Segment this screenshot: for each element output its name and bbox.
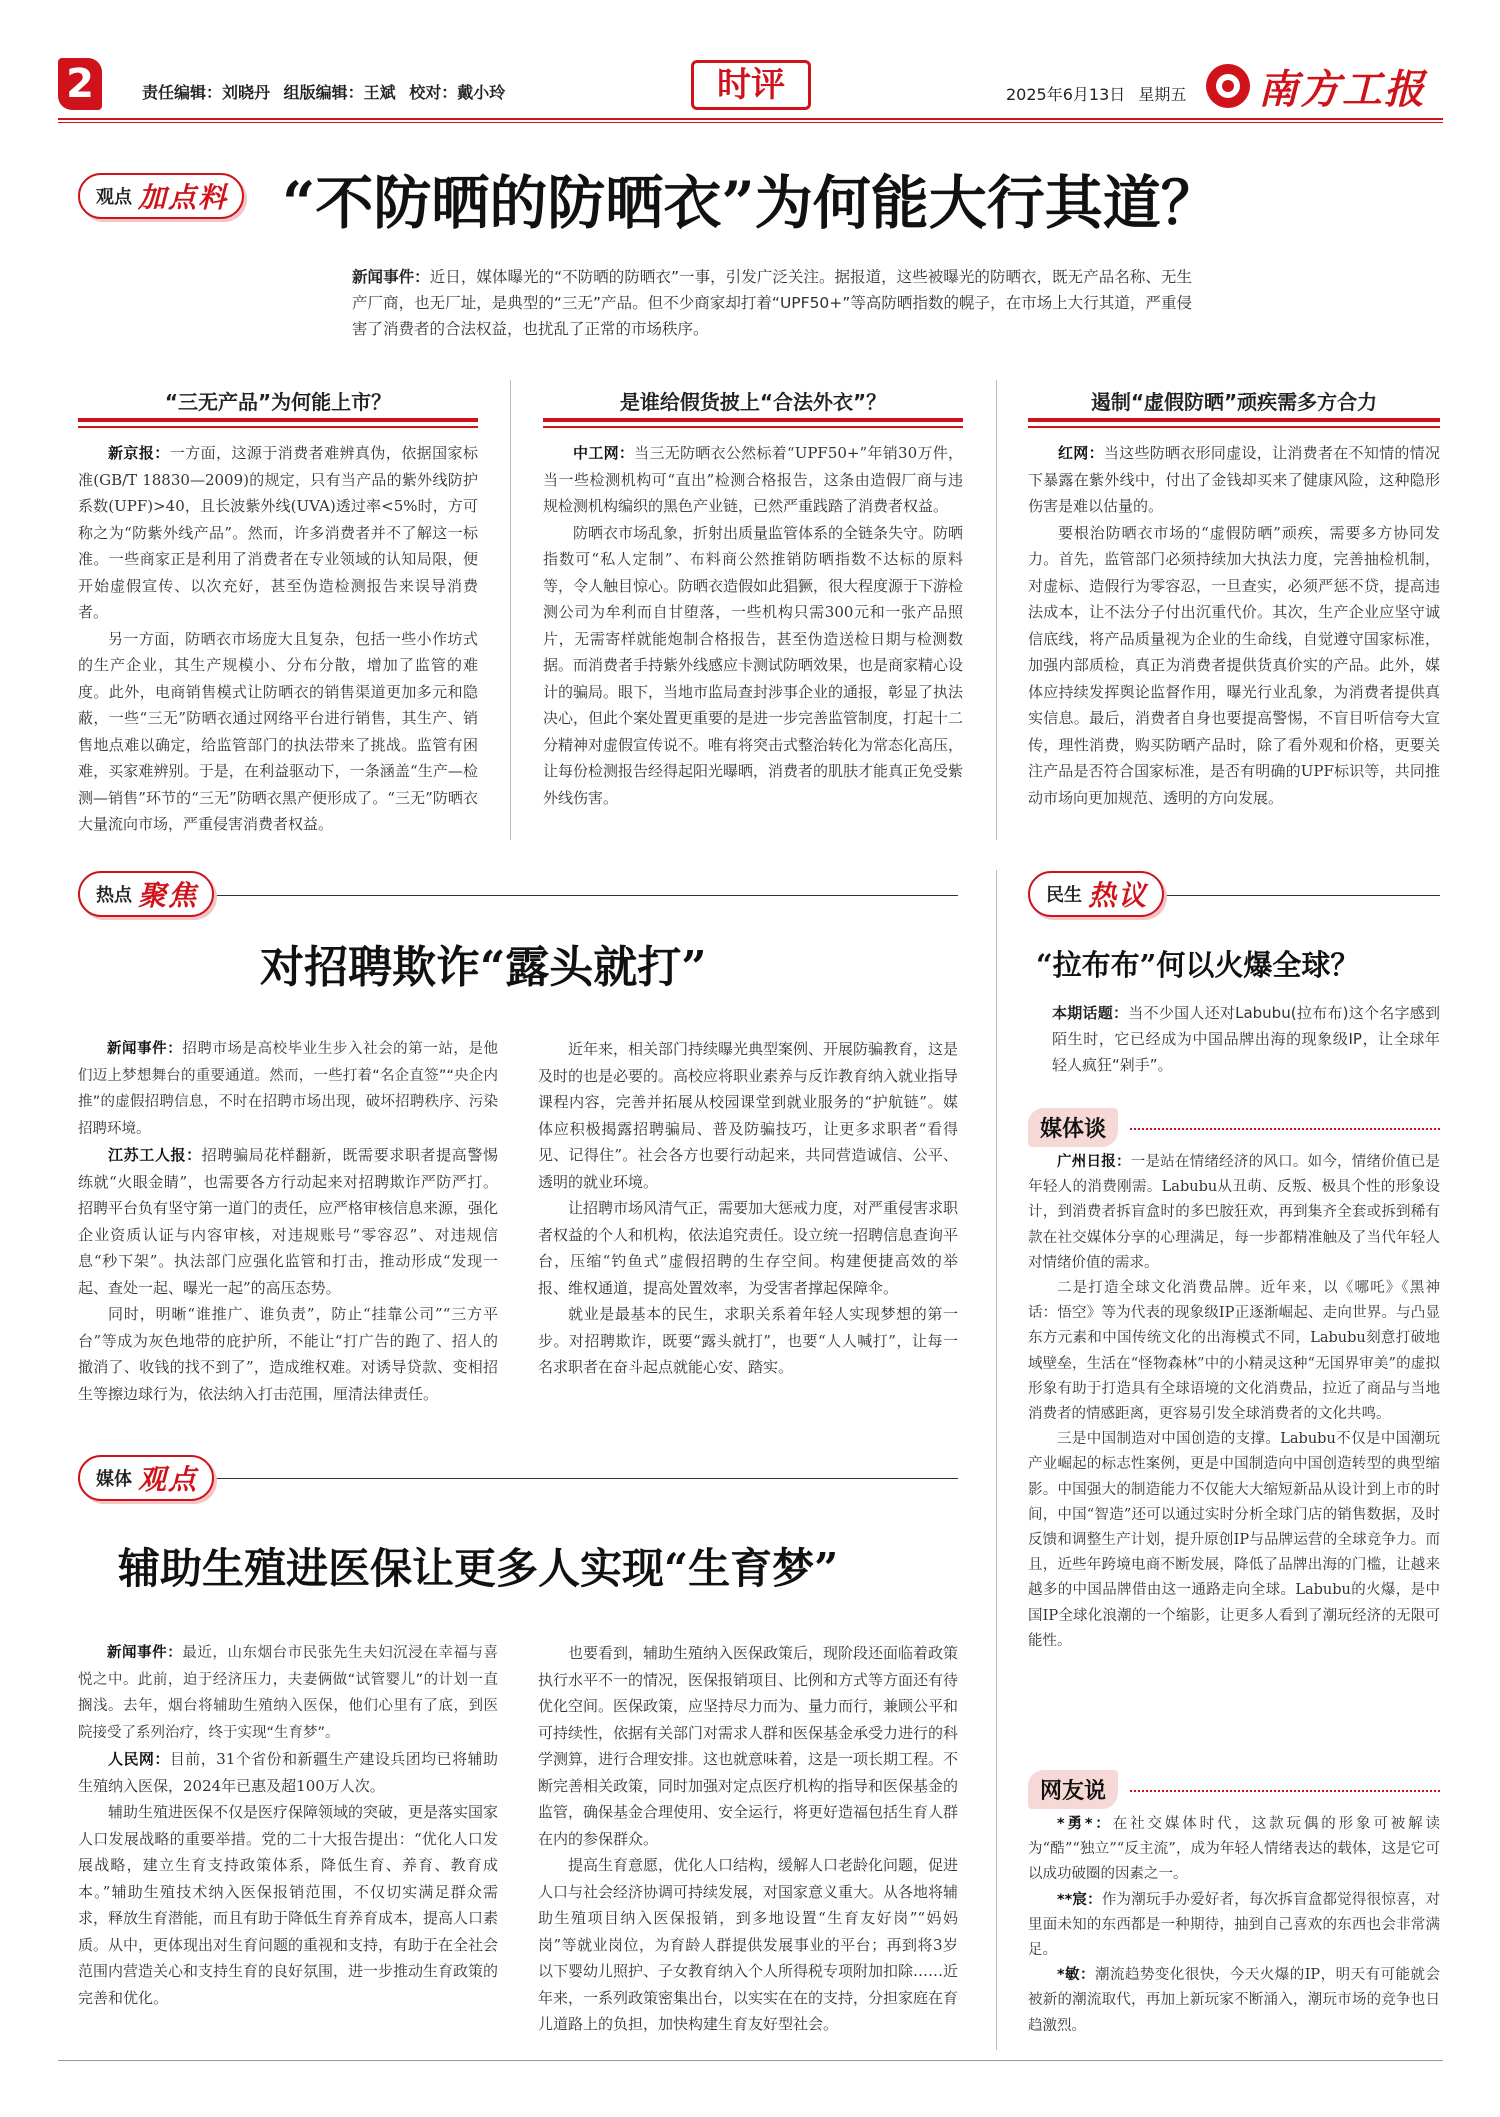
- layout-editor: 组版编辑：王斌: [283, 83, 396, 102]
- source-label: 新京报：: [108, 444, 170, 462]
- tag-box: [78, 173, 244, 219]
- tag-big: 加点料: [138, 181, 229, 214]
- header-rule-thin: [58, 122, 1443, 123]
- paragraph: 目前，31个省份和新疆生产建设兵团均已将辅助生殖纳入医保，2024年已惠及超100万人次。: [78, 1750, 498, 1795]
- section-rule: [150, 895, 958, 896]
- header-rule: [58, 118, 1443, 120]
- paragraph: 就业是最基本的民生，求职关系着年轻人实现梦想的第一步。对招聘欺诈，既要“露头就打”，也要“人人喊打”，让每一名求职者在奋斗起点就能心安、踏实。: [538, 1305, 958, 1376]
- tag-box: [1028, 871, 1164, 917]
- article-ivf-left: [78, 1640, 498, 2011]
- comment: 潮流趋势变化很快，今天火爆的IP，明天有可能就会被新的潮流取代，再加上新玩家不断涌入，潮玩市场的竞争也日趋激烈。: [1028, 1967, 1440, 2034]
- tag-box: [78, 1455, 214, 1501]
- editor-credits: [142, 80, 513, 103]
- lead-text: 近日，媒体曝光的“不防晒的防晒衣”一事，引发广泛关注。据报道，这些被曝光的防晒衣，既无产品名称、无生产厂商，也无厂址，是典型的“三无”产品。但不少商家却打着“UPF50+”等高防晒指数的幌子，在市场上大行其道，严重侵害了消费者的合法权益，也扰乱了正常的市场秩序。: [352, 268, 1192, 338]
- lead-sunscreen: [352, 264, 1192, 342]
- footer-rule: [58, 2060, 1443, 2061]
- section-tag-livelihood: [1028, 864, 1164, 924]
- paragraph: 二是打造全球文化消费品牌。近年来，以《哪吒》《黑神话：悟空》等为代表的现象级IP正逐渐崛起、走向世界。与凸显东方元素和中国传统文化的出海模式不同，Labubu刻意打破地域壁垒，生活在“怪物森林”中的小精灵这种“无国界审美”的虚拟形象有助于打造具有全球语境的文化消费品，拉近了商品与当地消费者的情感距离，更容易引发全球消费者的文化共鸣。: [1028, 1280, 1440, 1423]
- netizen-name: *敏：: [1057, 1967, 1096, 1984]
- paragraph: 让招聘市场风清气正，需要加大惩戒力度，对严重侵害求职者权益的个人和机构，依法追究责任。设立统一招聘信息查询平台，压缩“钓鱼式”虚假招聘的生存空间。构建便捷高效的举报、维权通道，提高处置效率，为受害者撑起保障伞。: [538, 1199, 959, 1297]
- brand: [1206, 62, 1426, 113]
- lead-text: 最近，山东烟台市民张先生夫妇沉浸在幸福与喜悦之中。此前，迫于经济压力，夫妻俩做“试管婴儿”的计划一直搁浅。去年，烟台将辅助生殖纳入医保，他们心里有了底，到医院接受了系列治疗，终于实现“生育梦”。: [78, 1645, 499, 1741]
- paragraph: 同时，明晰“谁推广、谁负责”，防止“挂靠公司”“三方平台”等成为灰色地带的庇护所，不能让“打广告的跑了、招人的撤消了、收钱的找不到了”，造成维权难。对诱导贷款、变相招生等擦边球行为，依法纳入打击范围，厘清法律责任。: [78, 1305, 498, 1403]
- tag-small: 观点: [96, 187, 132, 208]
- source-label: 广州日报：: [1057, 1154, 1131, 1170]
- article-recruitment-right: [538, 1036, 958, 1381]
- netizen-tag: 网友说: [1028, 1770, 1118, 1809]
- dotted-rule: [1130, 1128, 1440, 1130]
- lead-label: 新闻事件：: [107, 1041, 183, 1057]
- tag-big: 热议: [1088, 879, 1149, 912]
- paragraph: 一方面，这源于消费者难辨真伪，依据国家标准(GB/T 18830—2009)的规定，只有当产品的紫外线防护系数(UPF)>40，且长波紫外线(UVA)透过率<5%时，方可称之为“防紫外线产品”。然而，许多消费者并不了解这一标准。一些商家正是利用了消费者在专业领域的认知局限，便开始虚假宣传、以次充好，甚至伪造检测报告来误导消费者。: [78, 444, 478, 621]
- column-rule: [996, 380, 997, 840]
- section-tag-hotspot: [78, 864, 214, 924]
- paragraph: 当三无防晒衣公然标着“UPF50+”年销30万件，当一些检测机构可“直出”检测合格报告，这条由造假厂商与违规检测机构编织的黑色产业链，已然严重践踏了消费者权益。: [543, 444, 963, 515]
- headline-recruitment: 对招聘欺诈“露头就打”: [260, 942, 707, 993]
- subhead-col1: “三无产品”为何能上市？: [78, 382, 478, 422]
- paragraph: 当这些防晒衣形同虚设，让消费者在不知情的情况下暴露在紫外线中，付出了金钱却买来了健康风险，这种隐形伤害是难以估量的。: [1028, 444, 1440, 515]
- tag-small: 热点: [96, 885, 132, 906]
- article-col1: [78, 440, 478, 838]
- netizen-comments: [1028, 1812, 1440, 2039]
- subhead-col2: 是谁给假货披上“合法外衣”？: [543, 382, 963, 422]
- tag-big: 聚焦: [138, 879, 199, 912]
- source-label: 江苏工人报：: [108, 1146, 202, 1164]
- source-label: 红网：: [1058, 444, 1104, 462]
- lead-label: 本期话题：: [1052, 1004, 1129, 1022]
- column-name: 时评: [691, 60, 811, 110]
- comment: 在社交媒体时代，这款玩偶的形象可被解读为“酷”“独立”“反主流”，成为年轻人情绪表达的载体，这是它可以成功破圈的因素之一。: [1028, 1816, 1440, 1883]
- lead-labubu: [1052, 1000, 1440, 1078]
- tag-small: 媒体: [96, 1469, 132, 1490]
- brand-name: 南方工报: [1258, 65, 1426, 113]
- netizen-name: **宸：: [1057, 1891, 1102, 1908]
- article-col2: [543, 440, 963, 811]
- paragraph: 近年来，相关部门持续曝光典型案例、开展防骗教育，这是及时的也是必要的。高校应将职业素养与反诈教育纳入就业指导课程内容，完善并拓展从校园课堂到就业服务的“护航链”。媒体应积极揭露招聘骗局、普及防骗技巧，让更多求职者“看得见、记得住”。社会各方也要行动起来，共同营造诚信、公平、透明的就业环境。: [538, 1040, 959, 1191]
- headline-labubu: “拉布布”何以火爆全球？: [1036, 948, 1360, 982]
- lead-label: 新闻事件：: [352, 268, 430, 286]
- netizen-name: *勇*：: [1057, 1816, 1113, 1832]
- paragraph: 提高生育意愿，优化人口结构，缓解人口老龄化问题，促进人口与社会经济协调可持续发展，对国家意义重大。从各地将辅助生殖项目纳入医保报销，到多地设置“生育友好岗”“妈妈岗”等就业岗位，为育龄人群提供发展事业的平台；再到将3岁以下婴幼儿照护、子女教育纳入个人所得税专项附加扣除……近年来，一系列政策密集出台，以实实在在的支持，分担家庭在育儿道路上的负担，加快构建生育友好型社会。: [538, 1856, 959, 2033]
- paragraph: 三是中国制造对中国创造的支撑。Labubu不仅是中国潮玩产业崛起的标志性案例，更是中国制造向中国创造转型的典型缩影。中国强大的制造能力不仅能大大缩短新品从设计到上市的时间，中国“智造”还可以通过实时分析全球门店的销售数据，及时反馈和调整生产计划，提升原创IP与品牌运营的全球竞争力。而且，近些年跨境电商不断发展，降低了品牌出海的门槛，让越来越多的中国品牌借由这一通路走向全球。Labubu的火爆，是中国IP全球化浪潮的一个缩影，让更多人看到了潮玩经济的无限可能性。: [1028, 1431, 1440, 1649]
- media-talk: [1028, 1150, 1440, 1654]
- editor: 责任编辑：刘晓丹: [142, 83, 271, 102]
- dotted-rule: [1130, 1790, 1440, 1792]
- section-rule: [150, 1478, 958, 1479]
- page-number: 2: [58, 58, 102, 110]
- issue-date: [1006, 82, 1194, 105]
- paragraph: 要根治防晒衣市场的“虚假防晒”顽疾，需要多方协同发力。首先，监管部门必须持续加大执法力度，完善抽检机制，对虚标、造假行为零容忍，一旦查实，必须严惩不贷，提高违法成本，让不法分子付出沉重代价。其次，生产企业应坚守诚信底线，将产品质量视为企业的生命线，自觉遵守国家标准，加强内部质检，真正为消费者提供货真价实的产品。此外，媒体应持续发挥舆论监督作用，曝光行业乱象，为消费者提供真实信息。最后，消费者自身也要提高警惕，不盲目听信夸大宣传，理性消费，购买防晒产品时，除了看外观和价格，更要关注产品是否符合国家标准，是否有明确的UPF标识等，共同推动市场向更加规范、透明的方向发展。: [1028, 523, 1440, 807]
- article-col3: [1028, 440, 1440, 811]
- tag-big: 观点: [138, 1463, 199, 1496]
- headline-sunscreen: “不防晒的防晒衣”为何能大行其道？: [282, 169, 1219, 237]
- paragraph: 也要看到，辅助生殖纳入医保政策后，现阶段还面临着政策执行水平不一的情况，医保报销项目、比例和方式等方面还有待优化空间。医保政策，应坚持尽力而为、量力而行，兼顾公平和可持续性，依据有关部门对需求人群和医保基金承受力进行的科学测算，进行合理安排。这也就意味着，这是一项长期工程。不断完善相关政策，同时加强对定点医疗机构的指导和医保基金的监管，确保基金合理使用、安全运行，将更好造福包括生育人群在内的参保群众。: [538, 1644, 959, 1848]
- brand-logo-icon: [1206, 64, 1250, 108]
- article-recruitment-left: [78, 1036, 498, 1407]
- tag-small: 民生: [1046, 885, 1082, 906]
- paragraph: 一是站在情绪经济的风口。如今，情绪价值已是年轻人的消费刚需。Labubu从丑萌、反叛、极具个性的形象设计，到消费者拆盲盒时的多巴胺狂欢，再到集齐全套或拆到稀有款在社交媒体分享的心理满足，每一步都精准触及了当代年轻人对情绪价值的需求。: [1028, 1154, 1441, 1271]
- masthead: [58, 58, 1443, 114]
- media-talk-tag: 媒体谈: [1028, 1108, 1118, 1147]
- weekday: 星期五: [1138, 85, 1187, 104]
- section-tag-media: [78, 1448, 214, 1508]
- date: 2025年6月13日: [1006, 85, 1126, 104]
- lead-label: 新闻事件：: [107, 1645, 183, 1661]
- column-rule: [996, 870, 997, 2050]
- section-tag-opinion: [78, 166, 244, 226]
- column-rule: [510, 380, 511, 840]
- paragraph: 招聘骗局花样翻新，既需要求职者提高警惕练就“火眼金睛”，也需要各方行动起来对招聘欺诈严防严打。招聘平台负有坚守第一道门的责任，应严格审核信息来源，强化企业资质认证与内容审核，对违规账号“零容忍”、对违规信息“秒下架”。执法部门应强化监管和打击，推动形成“发现一起、查处一起、曝光一起”的高压态势。: [78, 1146, 499, 1297]
- source-label: 中工网：: [573, 444, 635, 462]
- tag-box: [78, 871, 214, 917]
- source-label: 人民网：: [108, 1750, 170, 1768]
- paragraph: 另一方面，防晒衣市场庞大且复杂，包括一些小作坊式的生产企业，其生产规模小、分布分散，增加了监管的难度。此外，电商销售模式让防晒衣的销售渠道更加多元和隐蔽，一些“三无”防晒衣通过网络平台进行销售，其生产、销售地点难以确定，给监管部门的执法带来了挑战。监管有困难，买家难辨别。于是，在利益驱动下，一条涵盖“生产—检测—销售”环节的“三无”防晒衣黑产便形成了。“三无”防晒衣大量流向市场，严重侵害消费者权益。: [78, 629, 478, 833]
- paragraph: 辅助生殖进医保不仅是医疗保障领域的突破，更是落实国家人口发展战略的重要举措。党的二十大报告提出：“优化人口发展战略，建立生育支持政策体系，降低生育、养育、教育成本。”辅助生殖技术纳入医保报销范围，不仅切实满足群众需求，释放生育潜能，而且有助于降低生育养育成本，提高人口素质。从中，更体现出对生育问题的重视和支持，有助于在全社会范围内营造关心和支持生育的良好氛围，进一步推动生育政策的完善和优化。: [78, 1803, 499, 2007]
- subhead-col3: 遏制“虚假防晒”顽疾需多方合力: [1028, 382, 1440, 422]
- article-ivf-right: [538, 1640, 958, 2038]
- lead-text: 当不少国人还对Labubu(拉布布)这个名字感到陌生时，它已经成为中国品牌出海的现象级IP，让全球年轻人疯狂“剁手”。: [1052, 1004, 1440, 1074]
- comment: 作为潮玩手办爱好者，每次拆盲盒都觉得很惊喜，对里面未知的东西都是一种期待，抽到自己喜欢的东西也会非常满足。: [1028, 1891, 1440, 1959]
- proofreader: 校对：戴小玲: [409, 83, 506, 102]
- lead-text: 招聘市场是高校毕业生步入社会的第一站，是他们迈上梦想舞台的重要通道。然而，一些打着“名企直签”“央企内推”的虚假招聘信息，不时在招聘市场出现，破坏招聘秩序、污染招聘环境。: [78, 1041, 499, 1137]
- paragraph: 防晒衣市场乱象，折射出质量监管体系的全链条失守。防晒指数可“私人定制”、布料商公然推销防晒指数不达标的原料等，令人触目惊心。防晒衣造假如此猖獗，很大程度源于下游检测公司为牟利而自甘堕落，一些机构只需300元和一张产品照片，无需寄样就能炮制合格报告，甚至伪造送检日期与检测数据。而消费者手持紫外线感应卡测试防晒效果，也是商家精心设计的骗局。眼下，当地市监局查封涉事企业的通报，彰显了执法决心，但此个案处置更重要的是进一步完善监管制度，打起十二分精神对虚假宣传说不。唯有将突击式整治转化为常态化高压，让每份检测报告经得起阳光曝晒，消费者的肌肤才能真正免受紫外线伤害。: [543, 523, 964, 807]
- headline-ivf: 辅助生殖进医保让更多人实现“生育梦”: [118, 1544, 839, 1593]
